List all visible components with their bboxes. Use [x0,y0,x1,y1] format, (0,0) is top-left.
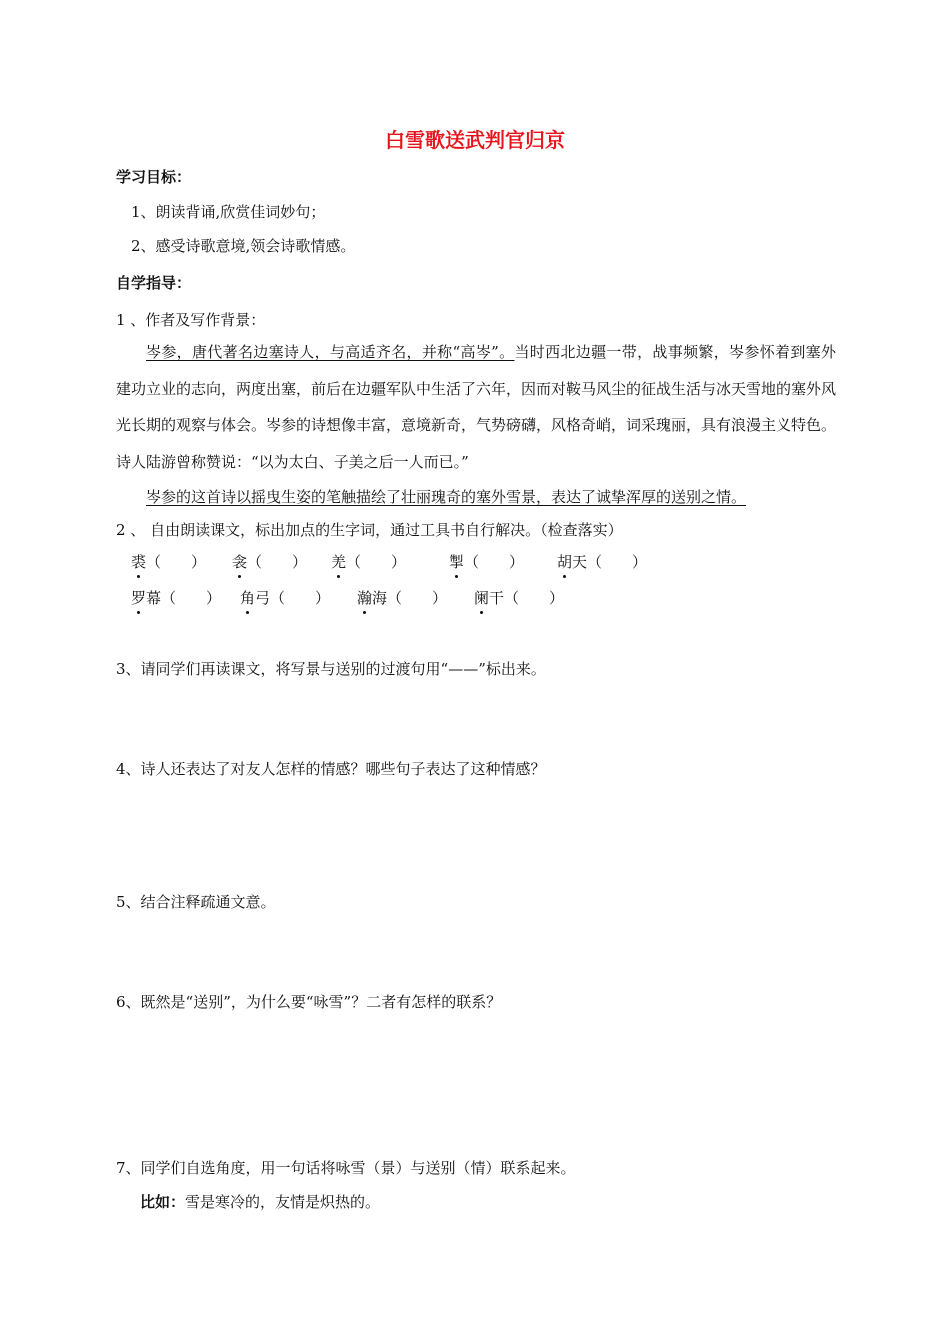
page-title: 白雪歌送武判官归京 [385,128,565,152]
background-paragraph [116,334,836,480]
vocab-item: 掣（ ） [449,553,525,571]
guide-heading: 自学指导： [116,274,192,292]
poem-summary: 岑参的这首诗以摇曳生姿的笔触描绘了壮丽瑰奇的塞外雪景，表达了诚挚浑厚的送别之情。 [146,488,747,506]
vocab-item: 裘（ ） [131,553,207,571]
goal-item-1: 1、朗读背诵,欣赏佳词妙句； [131,203,326,221]
question-1-label: 1 、作者及写作背景： [116,311,266,329]
question-2-label: 2 、 自由朗读课文，标出加点的生字词，通过工具书自行解决。（检查落实） [116,521,623,539]
example-line [140,1191,380,1212]
background-underlined: 岑参，唐代著名边塞诗人，与高适齐名，并称“高岑”。 [146,343,515,361]
vocab-item: 瀚海（ ） [357,589,448,607]
vocab-item: 衾（ ） [232,553,308,571]
goals-heading: 学习目标： [116,168,192,186]
vocab-item: 角弓（ ） [240,589,331,607]
vocab-item: 羌（ ） [331,553,407,571]
vocab-item: 罗幕（ ） [131,589,222,607]
question-7: 7、同学们自选角度，用一句话将咏雪（景）与送别（情）联系起来。 [116,1159,576,1177]
question-3: 3、请同学们再读课文，将写景与送别的过渡句用“——”标出来。 [116,660,546,678]
question-5: 5、结合注释疏通文意。 [116,893,276,911]
vocab-item: 胡天（ ） [557,553,648,571]
question-6: 6、既然是“送别”，为什么要“咏雪”？二者有怎样的联系？ [116,993,502,1011]
background-rest: 当时西北边疆一带，战事频繁，岑参怀着到塞外建功立业的志向，两度出塞，前后在边疆军队中生活了六年，因而对鞍马风尘的征战生活与冰天雪地的塞外风光长期的观察与体会。岑参的诗想像丰富，意境新奇，气势磅礴，风格奇峭，词采瑰丽，具有浪漫主义特色。诗人陆游曾称赞说：“以为太白、子美之后一人而已。” [116,343,837,471]
goal-item-2: 2、感受诗歌意境,领会诗歌情感。 [131,237,356,255]
question-4: 4、诗人还表达了对友人怎样的情感？哪些句子表达了这种情感？ [116,760,546,778]
example-label: 比如： [140,1193,186,1211]
vocab-item: 阑干（ ） [474,589,565,607]
example-text: 雪是寒冷的，友情是炽热的。 [185,1193,381,1211]
